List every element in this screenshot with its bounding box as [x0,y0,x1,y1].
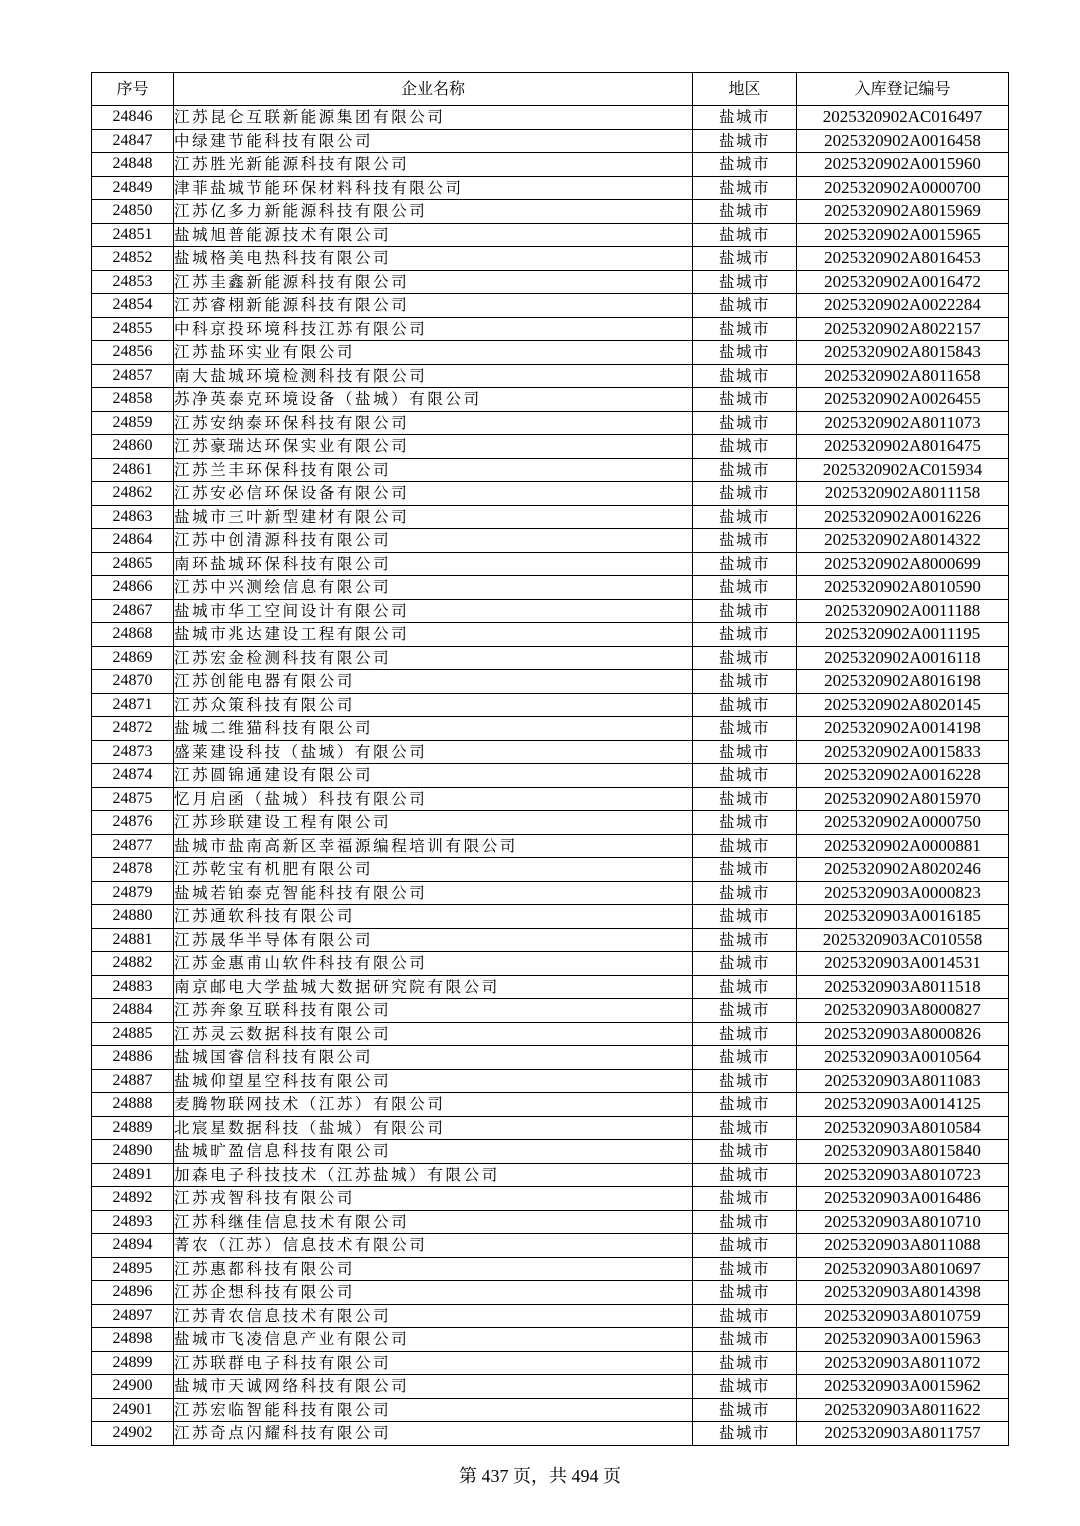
cell-region: 盐城市 [693,905,797,929]
table-row [92,529,1009,553]
cell-registration-code: 2025320902A0016228 [797,764,1009,788]
cell-serial-number: 24850 [92,200,174,224]
cell-serial-number: 24897 [92,1304,174,1328]
cell-serial-number: 24859 [92,411,174,435]
cell-serial-number: 24847 [92,129,174,153]
cell-registration-code: 2025320902AC016497 [797,106,1009,130]
cell-serial-number: 24876 [92,811,174,835]
cell-region: 盐城市 [693,317,797,341]
table-row [92,317,1009,341]
cell-serial-number: 24895 [92,1257,174,1281]
cell-serial-number: 24864 [92,529,174,553]
cell-registration-code: 2025320903A0015963 [797,1328,1009,1352]
cell-region: 盐城市 [693,740,797,764]
cell-company-name: 盐城市三叶新型建材有限公司 [174,505,693,529]
table-row [92,1210,1009,1234]
cell-region: 盐城市 [693,928,797,952]
table-row [92,1046,1009,1070]
cell-company-name: 盐城市盐南高新区幸福源编程培训有限公司 [174,834,693,858]
cell-registration-code: 2025320902A8020145 [797,693,1009,717]
cell-serial-number: 24901 [92,1398,174,1422]
cell-company-name: 江苏睿栩新能源科技有限公司 [174,294,693,318]
table-row [92,928,1009,952]
cell-region: 盐城市 [693,129,797,153]
cell-region: 盐城市 [693,1187,797,1211]
table-row [92,952,1009,976]
cell-company-name: 江苏联群电子科技有限公司 [174,1351,693,1375]
cell-company-name: 江苏中创清源科技有限公司 [174,529,693,553]
cell-region: 盐城市 [693,1210,797,1234]
cell-region: 盐城市 [693,834,797,858]
cell-serial-number: 24889 [92,1116,174,1140]
cell-serial-number: 24871 [92,693,174,717]
cell-registration-code: 2025320902A0000881 [797,834,1009,858]
table-row [92,435,1009,459]
page-footer: 第 437 页，共 494 页 [459,1466,621,1486]
cell-company-name: 江苏奇点闪耀科技有限公司 [174,1422,693,1446]
table-row [92,153,1009,177]
cell-serial-number: 24872 [92,717,174,741]
table-row [92,999,1009,1023]
cell-serial-number: 24854 [92,294,174,318]
cell-registration-code: 2025320902A8011073 [797,411,1009,435]
cell-company-name: 江苏灵云数据科技有限公司 [174,1022,693,1046]
cell-registration-code: 2025320902A8016453 [797,247,1009,271]
cell-company-name: 江苏金惠甫山软件科技有限公司 [174,952,693,976]
cell-region: 盐城市 [693,1116,797,1140]
cell-serial-number: 24861 [92,458,174,482]
cell-company-name: 江苏珍联建设工程有限公司 [174,811,693,835]
cell-company-name: 麦腾物联网技术（江苏）有限公司 [174,1093,693,1117]
table-row [92,200,1009,224]
cell-region: 盐城市 [693,1398,797,1422]
table-row [92,811,1009,835]
cell-serial-number: 24893 [92,1210,174,1234]
cell-serial-number: 24862 [92,482,174,506]
cell-region: 盐城市 [693,975,797,999]
table-row [92,552,1009,576]
cell-registration-code: 2025320903A0016185 [797,905,1009,929]
cell-registration-code: 2025320902A0016472 [797,270,1009,294]
cell-registration-code: 2025320903AC010558 [797,928,1009,952]
header-serial-number: 序号 [92,73,174,106]
header-region: 地区 [693,73,797,106]
table-row [92,1328,1009,1352]
cell-region: 盐城市 [693,435,797,459]
cell-serial-number: 24875 [92,787,174,811]
cell-registration-code: 2025320902A8022157 [797,317,1009,341]
table-row [92,975,1009,999]
cell-region: 盐城市 [693,811,797,835]
cell-serial-number: 24855 [92,317,174,341]
cell-region: 盐城市 [693,247,797,271]
table-row [92,787,1009,811]
cell-region: 盐城市 [693,1351,797,1375]
cell-serial-number: 24892 [92,1187,174,1211]
cell-registration-code: 2025320903A0000823 [797,881,1009,905]
table-row [92,834,1009,858]
cell-serial-number: 24868 [92,623,174,647]
cell-serial-number: 24898 [92,1328,174,1352]
table-row [92,623,1009,647]
cell-company-name: 江苏创能电器有限公司 [174,670,693,694]
table-row [92,1281,1009,1305]
table-row [92,176,1009,200]
table-row [92,247,1009,271]
table-row [92,294,1009,318]
table-row [92,881,1009,905]
cell-company-name: 盐城市天诚网络科技有限公司 [174,1375,693,1399]
cell-registration-code: 2025320902A8014322 [797,529,1009,553]
cell-company-name: 江苏宏金检测科技有限公司 [174,646,693,670]
table-row [92,1375,1009,1399]
cell-company-name: 南环盐城环保科技有限公司 [174,552,693,576]
cell-registration-code: 2025320902A8016198 [797,670,1009,694]
cell-region: 盐城市 [693,646,797,670]
cell-region: 盐城市 [693,999,797,1023]
cell-region: 盐城市 [693,341,797,365]
cell-region: 盐城市 [693,1281,797,1305]
cell-region: 盐城市 [693,505,797,529]
cell-serial-number: 24856 [92,341,174,365]
cell-registration-code: 2025320903A8010697 [797,1257,1009,1281]
cell-company-name: 中绿建节能科技有限公司 [174,129,693,153]
cell-region: 盐城市 [693,764,797,788]
table-row [92,646,1009,670]
table-row [92,1140,1009,1164]
table-row [92,693,1009,717]
cell-registration-code: 2025320902A8020246 [797,858,1009,882]
cell-region: 盐城市 [693,881,797,905]
cell-company-name: 中科京投环境科技江苏有限公司 [174,317,693,341]
table-row [92,1422,1009,1446]
cell-company-name: 江苏胜光新能源科技有限公司 [174,153,693,177]
cell-registration-code: 2025320902A0011195 [797,623,1009,647]
cell-serial-number: 24883 [92,975,174,999]
cell-company-name: 江苏兰丰环保科技有限公司 [174,458,693,482]
cell-serial-number: 24867 [92,599,174,623]
cell-registration-code: 2025320903A8011622 [797,1398,1009,1422]
cell-region: 盐城市 [693,599,797,623]
cell-region: 盐城市 [693,1304,797,1328]
cell-region: 盐城市 [693,482,797,506]
cell-company-name: 北宸星数据科技（盐城）有限公司 [174,1116,693,1140]
cell-company-name: 盐城二维猫科技有限公司 [174,717,693,741]
cell-company-name: 江苏晟华半导体有限公司 [174,928,693,952]
table-row [92,1022,1009,1046]
cell-company-name: 江苏昆仑互联新能源集团有限公司 [174,106,693,130]
table-row [92,1398,1009,1422]
cell-company-name: 江苏圆锦通建设有限公司 [174,764,693,788]
cell-registration-code: 2025320902A8000699 [797,552,1009,576]
cell-region: 盐城市 [693,270,797,294]
cell-registration-code: 2025320902A0000700 [797,176,1009,200]
cell-serial-number: 24890 [92,1140,174,1164]
cell-region: 盐城市 [693,1163,797,1187]
cell-registration-code: 2025320902A0016226 [797,505,1009,529]
cell-registration-code: 2025320903A8015840 [797,1140,1009,1164]
cell-region: 盐城市 [693,1046,797,1070]
cell-serial-number: 24857 [92,364,174,388]
cell-company-name: 江苏安必信环保设备有限公司 [174,482,693,506]
table-row [92,576,1009,600]
cell-registration-code: 2025320902A8015970 [797,787,1009,811]
cell-region: 盐城市 [693,1093,797,1117]
cell-serial-number: 24882 [92,952,174,976]
cell-region: 盐城市 [693,623,797,647]
cell-company-name: 江苏亿多力新能源科技有限公司 [174,200,693,224]
cell-serial-number: 24879 [92,881,174,905]
table-row [92,411,1009,435]
cell-registration-code: 2025320902A0015965 [797,223,1009,247]
cell-region: 盐城市 [693,294,797,318]
cell-serial-number: 24902 [92,1422,174,1446]
cell-company-name: 苏净英泰克环境设备（盐城）有限公司 [174,388,693,412]
cell-serial-number: 24881 [92,928,174,952]
cell-company-name: 菁农（江苏）信息技术有限公司 [174,1234,693,1258]
table-row [92,670,1009,694]
cell-registration-code: 2025320903A8014398 [797,1281,1009,1305]
header-company-name: 企业名称 [174,73,693,106]
cell-registration-code: 2025320902A8010590 [797,576,1009,600]
cell-company-name: 盐城市华工空间设计有限公司 [174,599,693,623]
cell-serial-number: 24874 [92,764,174,788]
table-row [92,740,1009,764]
table-row [92,1187,1009,1211]
cell-serial-number: 24886 [92,1046,174,1070]
cell-region: 盐城市 [693,153,797,177]
cell-serial-number: 24900 [92,1375,174,1399]
table-row [92,482,1009,506]
table-row [92,129,1009,153]
cell-region: 盐城市 [693,1069,797,1093]
cell-region: 盐城市 [693,693,797,717]
table-row [92,458,1009,482]
cell-serial-number: 24852 [92,247,174,271]
cell-region: 盐城市 [693,364,797,388]
cell-registration-code: 2025320902A0011188 [797,599,1009,623]
table-row [92,1069,1009,1093]
table-row [92,505,1009,529]
table-row [92,106,1009,130]
cell-registration-code: 2025320902A8015843 [797,341,1009,365]
table-header-row [92,73,1009,106]
table-row [92,364,1009,388]
cell-registration-code: 2025320903A8010723 [797,1163,1009,1187]
cell-region: 盐城市 [693,1140,797,1164]
cell-region: 盐城市 [693,223,797,247]
cell-registration-code: 2025320903A8011083 [797,1069,1009,1093]
cell-company-name: 盐城旭普能源技术有限公司 [174,223,693,247]
cell-serial-number: 24896 [92,1281,174,1305]
cell-company-name: 江苏宏临智能科技有限公司 [174,1398,693,1422]
cell-company-name: 江苏惠都科技有限公司 [174,1257,693,1281]
cell-company-name: 江苏科继佳信息技术有限公司 [174,1210,693,1234]
cell-registration-code: 2025320903A0014531 [797,952,1009,976]
cell-region: 盐城市 [693,858,797,882]
cell-registration-code: 2025320903A8011072 [797,1351,1009,1375]
cell-region: 盐城市 [693,552,797,576]
cell-region: 盐城市 [693,952,797,976]
cell-region: 盐城市 [693,529,797,553]
cell-company-name: 江苏青农信息技术有限公司 [174,1304,693,1328]
table-row [92,717,1009,741]
table-row [92,858,1009,882]
cell-registration-code: 2025320902A8016475 [797,435,1009,459]
table-row [92,1093,1009,1117]
registration-table [91,72,1009,1446]
cell-serial-number: 24858 [92,388,174,412]
cell-registration-code: 2025320902A0016118 [797,646,1009,670]
cell-registration-code: 2025320903A8010759 [797,1304,1009,1328]
cell-serial-number: 24885 [92,1022,174,1046]
cell-serial-number: 24873 [92,740,174,764]
cell-company-name: 江苏众策科技有限公司 [174,693,693,717]
cell-region: 盐城市 [693,200,797,224]
cell-company-name: 盐城仰望星空科技有限公司 [174,1069,693,1093]
cell-region: 盐城市 [693,1022,797,1046]
cell-company-name: 江苏盐环实业有限公司 [174,341,693,365]
cell-serial-number: 24849 [92,176,174,200]
cell-serial-number: 24853 [92,270,174,294]
cell-serial-number: 24848 [92,153,174,177]
cell-registration-code: 2025320902A0015960 [797,153,1009,177]
cell-serial-number: 24870 [92,670,174,694]
cell-region: 盐城市 [693,1375,797,1399]
table-row [92,764,1009,788]
table-row [92,905,1009,929]
cell-company-name: 盐城旷盈信息科技有限公司 [174,1140,693,1164]
cell-region: 盐城市 [693,176,797,200]
cell-serial-number: 24878 [92,858,174,882]
cell-region: 盐城市 [693,576,797,600]
table-row [92,1234,1009,1258]
cell-registration-code: 2025320902AC015934 [797,458,1009,482]
cell-company-name: 盐城市兆达建设工程有限公司 [174,623,693,647]
cell-registration-code: 2025320902A0015833 [797,740,1009,764]
cell-company-name: 江苏企想科技有限公司 [174,1281,693,1305]
cell-company-name: 江苏奔象互联科技有限公司 [174,999,693,1023]
cell-region: 盐城市 [693,1422,797,1446]
cell-registration-code: 2025320902A0022284 [797,294,1009,318]
cell-serial-number: 24880 [92,905,174,929]
cell-company-name: 江苏圭鑫新能源科技有限公司 [174,270,693,294]
cell-registration-code: 2025320902A0000750 [797,811,1009,835]
cell-company-name: 加森电子科技技术（江苏盐城）有限公司 [174,1163,693,1187]
cell-registration-code: 2025320903A8000826 [797,1022,1009,1046]
cell-serial-number: 24863 [92,505,174,529]
cell-company-name: 盐城国睿信科技有限公司 [174,1046,693,1070]
cell-company-name: 江苏乾宝有机肥有限公司 [174,858,693,882]
cell-serial-number: 24851 [92,223,174,247]
cell-registration-code: 2025320903A0015962 [797,1375,1009,1399]
cell-region: 盐城市 [693,670,797,694]
cell-company-name: 南大盐城环境检测科技有限公司 [174,364,693,388]
cell-serial-number: 24888 [92,1093,174,1117]
cell-serial-number: 24884 [92,999,174,1023]
cell-serial-number: 24894 [92,1234,174,1258]
cell-registration-code: 2025320903A8010584 [797,1116,1009,1140]
cell-region: 盐城市 [693,458,797,482]
cell-registration-code: 2025320903A8010710 [797,1210,1009,1234]
cell-region: 盐城市 [693,1257,797,1281]
cell-region: 盐城市 [693,411,797,435]
cell-serial-number: 24865 [92,552,174,576]
cell-registration-code: 2025320902A0026455 [797,388,1009,412]
cell-registration-code: 2025320903A8011088 [797,1234,1009,1258]
cell-serial-number: 24887 [92,1069,174,1093]
cell-region: 盐城市 [693,787,797,811]
cell-region: 盐城市 [693,717,797,741]
cell-serial-number: 24891 [92,1163,174,1187]
cell-registration-code: 2025320903A0016486 [797,1187,1009,1211]
cell-registration-code: 2025320903A0010564 [797,1046,1009,1070]
table-row [92,599,1009,623]
cell-serial-number: 24860 [92,435,174,459]
cell-company-name: 江苏豪瑞达环保实业有限公司 [174,435,693,459]
cell-region: 盐城市 [693,1328,797,1352]
table-row [92,388,1009,412]
cell-serial-number: 24869 [92,646,174,670]
table-body [92,106,1009,1446]
cell-registration-code: 2025320902A8011658 [797,364,1009,388]
cell-company-name: 南京邮电大学盐城大数据研究院有限公司 [174,975,693,999]
cell-region: 盐城市 [693,388,797,412]
cell-registration-code: 2025320902A0016458 [797,129,1009,153]
cell-company-name: 江苏通软科技有限公司 [174,905,693,929]
table-row [92,223,1009,247]
table-row [92,1163,1009,1187]
table-row [92,1257,1009,1281]
cell-region: 盐城市 [693,106,797,130]
cell-company-name: 江苏中兴测绘信息有限公司 [174,576,693,600]
table-row [92,341,1009,365]
cell-company-name: 江苏戎智科技有限公司 [174,1187,693,1211]
cell-company-name: 江苏安纳泰环保科技有限公司 [174,411,693,435]
table-row [92,1116,1009,1140]
cell-registration-code: 2025320902A8011158 [797,482,1009,506]
cell-company-name: 盐城市飞凌信息产业有限公司 [174,1328,693,1352]
table-row [92,270,1009,294]
cell-company-name: 津菲盐城节能环保材料科技有限公司 [174,176,693,200]
cell-registration-code: 2025320902A8015969 [797,200,1009,224]
cell-serial-number: 24866 [92,576,174,600]
cell-registration-code: 2025320903A8000827 [797,999,1009,1023]
cell-company-name: 盛莱建设科技（盐城）有限公司 [174,740,693,764]
cell-registration-code: 2025320902A0014198 [797,717,1009,741]
table-row [92,1351,1009,1375]
cell-serial-number: 24846 [92,106,174,130]
header-registration-code: 入库登记编号 [797,73,1009,106]
cell-company-name: 盐城若铂泰克智能科技有限公司 [174,881,693,905]
cell-company-name: 忆月启函（盐城）科技有限公司 [174,787,693,811]
cell-serial-number: 24877 [92,834,174,858]
cell-serial-number: 24899 [92,1351,174,1375]
table-row [92,1304,1009,1328]
cell-registration-code: 2025320903A0014125 [797,1093,1009,1117]
cell-registration-code: 2025320903A8011518 [797,975,1009,999]
cell-region: 盐城市 [693,1234,797,1258]
cell-company-name: 盐城格美电热科技有限公司 [174,247,693,271]
cell-registration-code: 2025320903A8011757 [797,1422,1009,1446]
